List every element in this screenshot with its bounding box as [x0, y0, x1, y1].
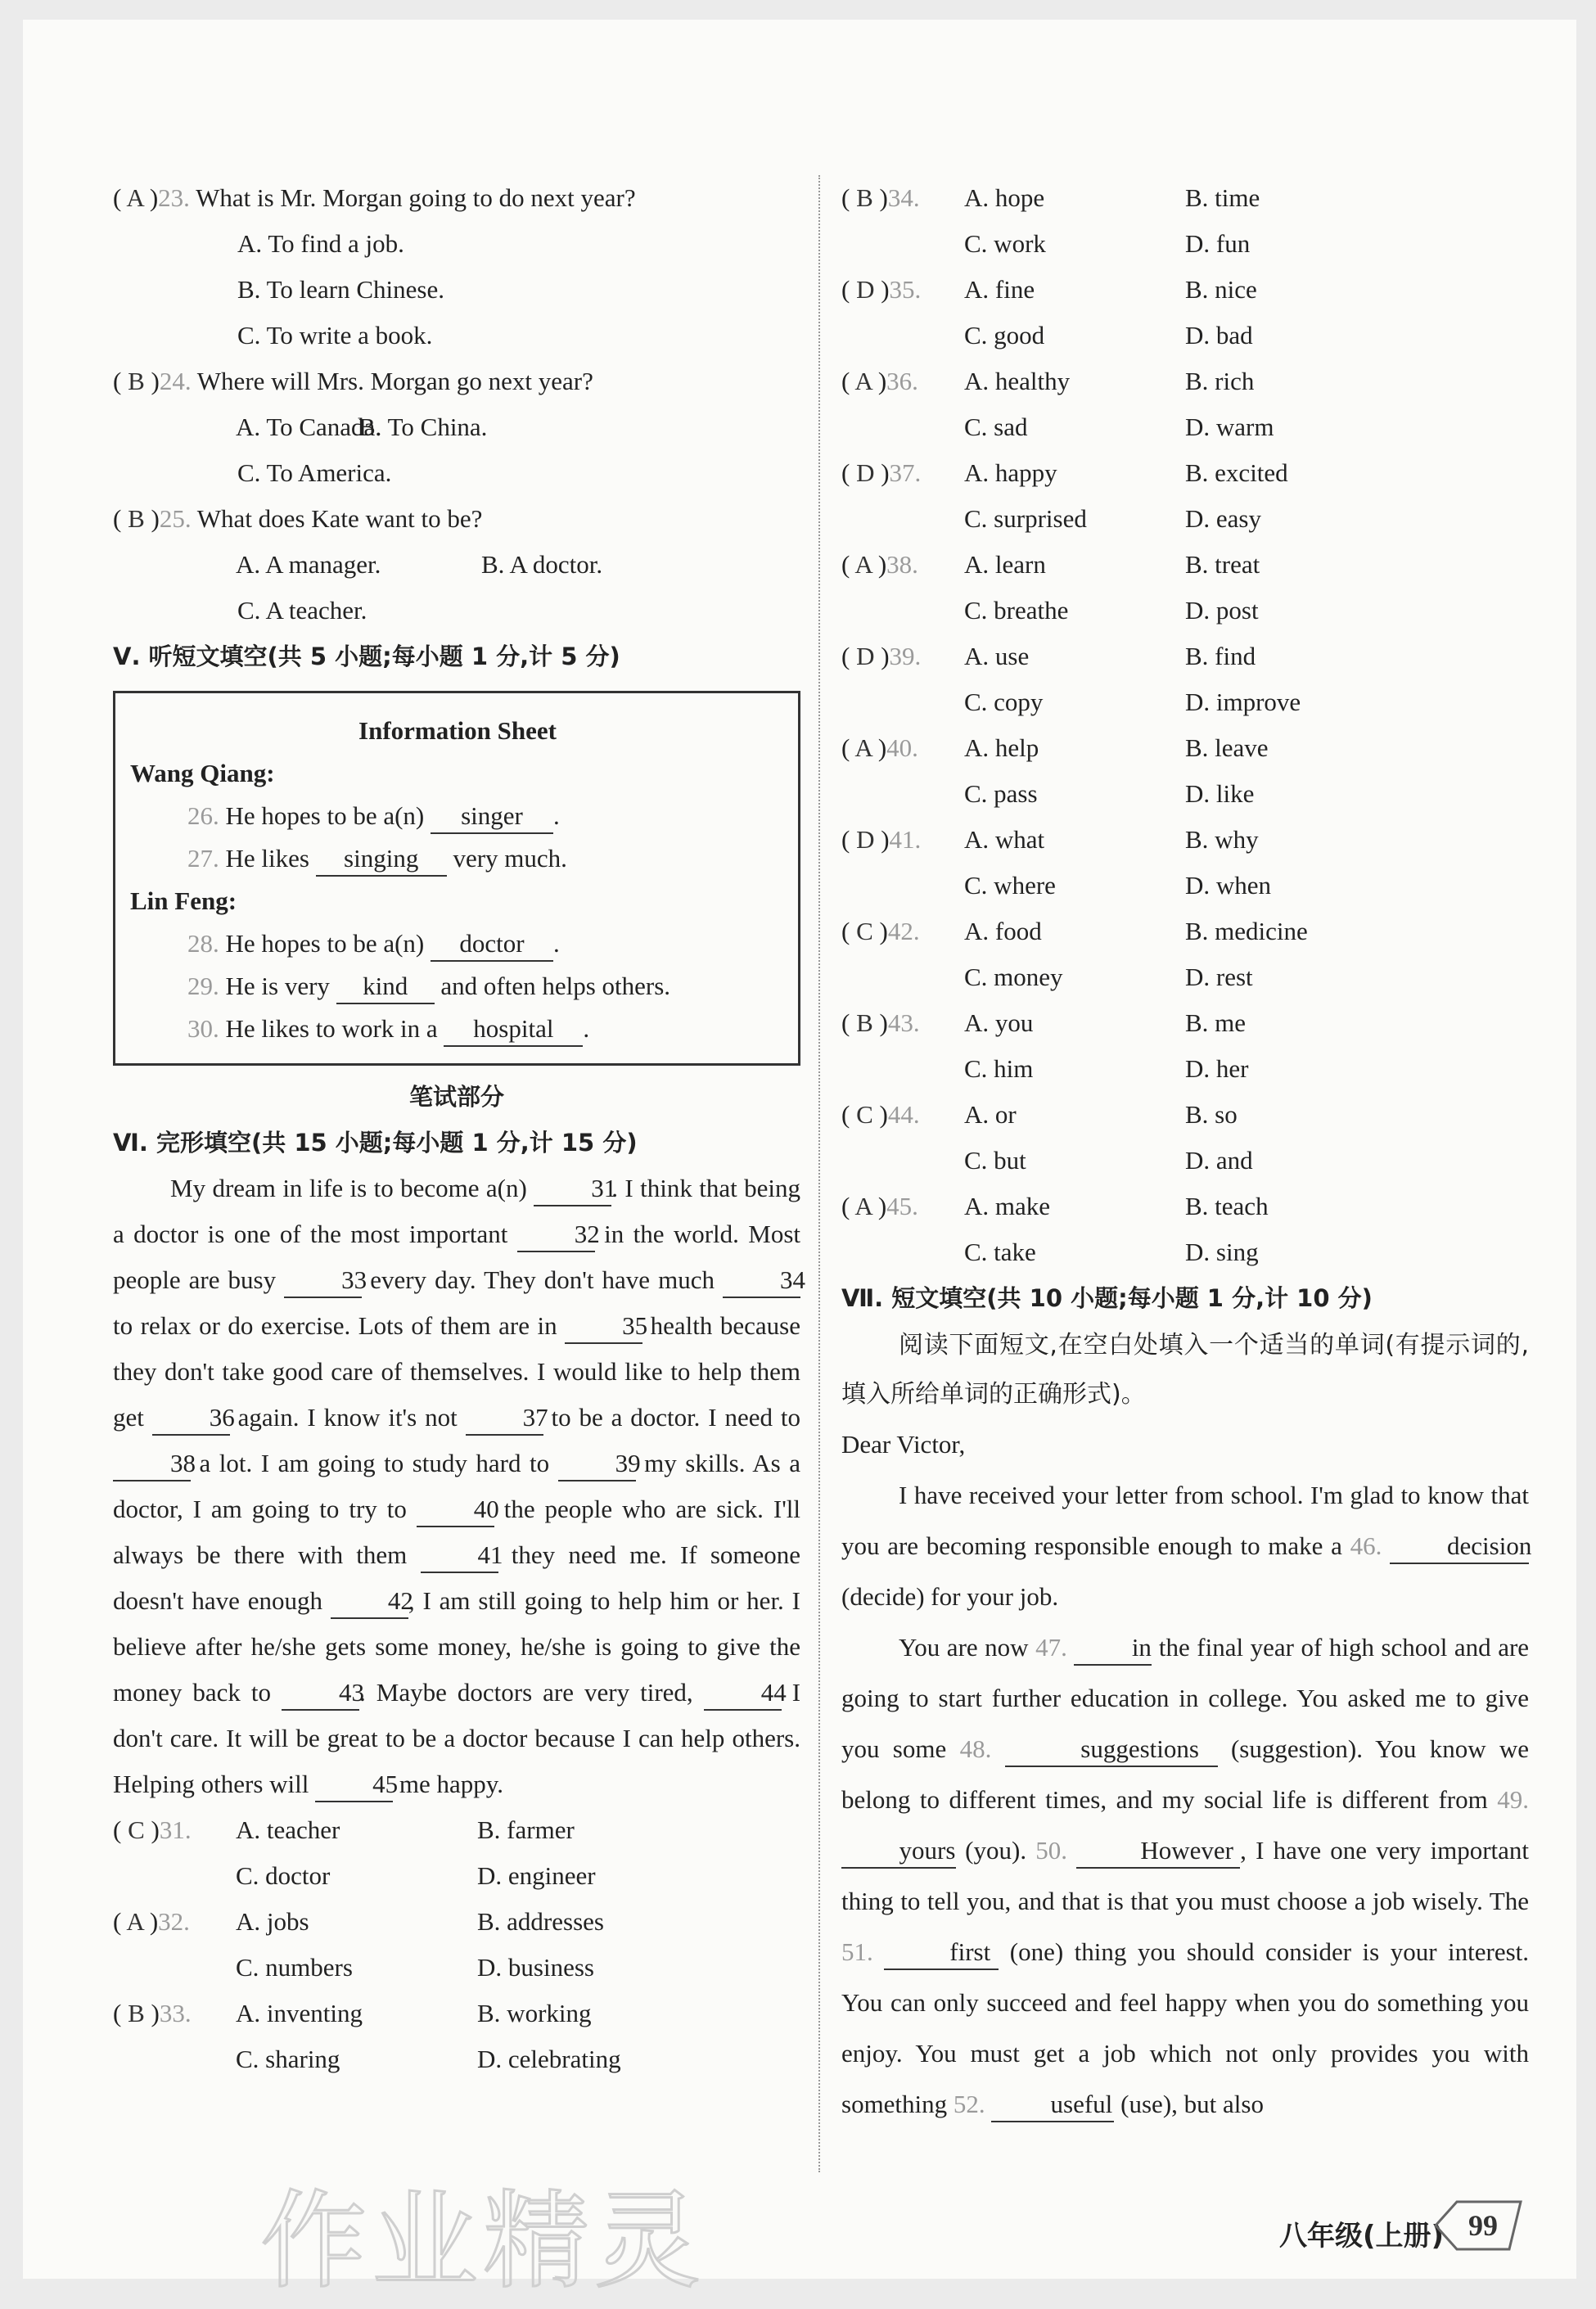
written-part-title: 笔试部分	[408, 1083, 504, 1111]
section-5-title: Ⅴ. 听短文填空(共 5 小题;每小题 1 分,计 5 分)	[113, 643, 620, 670]
name-wang-qiang: Wang Qiang:	[130, 759, 275, 787]
qnum-33: 33.	[159, 1999, 192, 2027]
option-32d: D. business	[477, 1953, 594, 1982]
option-b: B. leave	[1185, 733, 1269, 762]
qnum-23: 23.	[158, 183, 190, 212]
letter-blank-46: decision	[1390, 1530, 1529, 1564]
letter-num-49: 49.	[1497, 1785, 1529, 1814]
answer: C	[856, 1100, 873, 1129]
cloze-seg-12: they need me. If someone doesn't have enough	[113, 1540, 801, 1615]
option-a: A. healthy	[964, 367, 1071, 395]
cloze-blank-39: 39	[558, 1447, 636, 1481]
letter-seg-2b: the final year of high school and are going to start further education in college. You asked me to give you some	[841, 1633, 1530, 1763]
option-33c: C. sharing	[236, 2045, 340, 2073]
info-blank-27: singing	[316, 842, 447, 877]
question-38-cd	[841, 588, 1529, 634]
option-b: B. nice	[1185, 275, 1257, 304]
info-num-29: 29.	[187, 972, 219, 1000]
option-c: C. him	[964, 1054, 1034, 1083]
question-38: ( A )38. A. learn B. treat	[841, 542, 1529, 588]
cloze-seg-2: . I think that being a doctor is one of the most important	[113, 1174, 801, 1248]
answer: C	[856, 917, 873, 945]
option-b: B. rich	[1185, 367, 1255, 395]
question-33-cd	[113, 2036, 800, 2082]
answer: D	[856, 275, 875, 304]
answer: B	[856, 1008, 873, 1037]
question-23: ( A )23. What is Mr. Morgan going to do next year?	[113, 183, 636, 212]
option-c: C. good	[964, 321, 1045, 350]
question-34: ( B )34. A. hope B. time	[841, 175, 1529, 221]
cloze-seg-7: again. I know it's not	[237, 1403, 458, 1432]
cloze-seg-9: a lot. I am going to study hard to	[199, 1449, 550, 1477]
cloze-seg-3: in the world. Most people are busy	[113, 1220, 800, 1294]
question-45-cd	[841, 1229, 1529, 1275]
cloze-seg-13: , I am still going to help him or her. I believe after he/she gets some money, he/she is going to give the money back to	[113, 1586, 800, 1707]
qnum: 43.	[887, 1008, 920, 1037]
answer-33: B	[128, 1999, 145, 2027]
option-25c: C. A teacher.	[237, 596, 367, 625]
answer-31: C	[128, 1815, 145, 1844]
cloze-seg-1: My dream in life is to become a(n)	[170, 1174, 527, 1202]
option-b: B. teach	[1185, 1192, 1269, 1220]
qnum-24: 24.	[159, 367, 192, 395]
info-num-27: 27.	[187, 844, 219, 873]
column-divider	[818, 175, 820, 2172]
qnum-25: 25.	[159, 504, 192, 533]
option-a: A. fine	[964, 275, 1035, 304]
instructions-text: 阅读下面短文,在空白处填入一个适当的单词(有提示词的,填入所给单词的正确形式)。	[841, 1331, 1529, 1409]
info-line-26	[130, 795, 785, 837]
mc-list	[841, 175, 1529, 1275]
left-column	[113, 175, 806, 2082]
question-39: ( D )39. A. use B. find	[841, 634, 1529, 679]
cloze-seg-8: to be a doctor. I need to	[551, 1403, 801, 1432]
question-text-25: What does Kate want to be?	[196, 504, 483, 533]
letter-seg-2f: (one) thing you should consider is your interest. You can only succeed and feel happy when you do something you enjoy. You must get a job which not only provides you with something	[841, 1937, 1530, 2118]
info-blank-29: kind	[336, 970, 435, 1004]
option-23a: A. To find a job.	[237, 229, 404, 258]
letter-num-52: 52.	[953, 2090, 985, 2118]
section-7-instructions	[841, 1321, 1529, 1419]
letter-greeting: Dear Victor,	[841, 1430, 966, 1459]
cloze-seg-4: every day. They don't have much	[370, 1265, 715, 1294]
answer: B	[856, 183, 873, 212]
info-num-28: 28.	[187, 929, 219, 958]
question-text-24: Where will Mrs. Morgan go next year?	[196, 367, 593, 395]
option-c: C. work	[964, 229, 1046, 258]
cloze-blank-42: 42	[331, 1585, 408, 1619]
letter-blank-52: useful	[991, 2088, 1114, 2122]
info-blank-28: doctor	[431, 927, 553, 962]
option-d: D. easy	[1185, 504, 1261, 533]
cloze-blank-35: 35	[565, 1310, 642, 1344]
answer: A	[854, 1192, 872, 1220]
cloze-seg-6: health because they don't take good care of themselves. I would like to help them get	[113, 1311, 801, 1432]
letter-num-51: 51.	[841, 1937, 873, 1966]
option-31b: B. farmer	[477, 1815, 575, 1844]
option-33b: B. working	[477, 1999, 592, 2027]
option-a: A. use	[964, 642, 1030, 670]
option-a: A. happy	[964, 458, 1057, 487]
info-num-26: 26.	[187, 801, 219, 830]
qnum: 37.	[889, 458, 922, 487]
cloze-blank-31: 31	[534, 1172, 611, 1206]
cloze-seg-16: me happy.	[399, 1770, 503, 1798]
section-6-title: Ⅵ. 完形填空(共 15 小题;每小题 1 分,计 15 分)	[113, 1129, 638, 1157]
question-36: ( A )36. A. healthy B. rich	[841, 359, 1529, 404]
letter-seg-2c: (suggestion). You know we belong to different times, and my social life is different from	[841, 1734, 1530, 1814]
letter	[841, 1419, 1532, 2130]
info-line-29	[130, 965, 785, 1008]
question-35: ( D )35. A. fine B. nice	[841, 267, 1529, 313]
option-d: D. sing	[1185, 1238, 1259, 1266]
name-lin-feng: Lin Feng:	[130, 886, 237, 915]
worksheet-page	[23, 20, 1576, 2303]
option-b: B. medicine	[1185, 917, 1308, 945]
letter-blank-50: However	[1076, 1834, 1240, 1869]
question-44-cd	[841, 1138, 1529, 1184]
question-34-cd	[841, 221, 1529, 267]
cloze-seg-5: to relax or do exercise. Lots of them are in	[113, 1311, 557, 1340]
option-d: D. and	[1185, 1146, 1253, 1175]
option-b: B. find	[1185, 642, 1256, 670]
cloze-seg-14: . Maybe doctors are very tired,	[359, 1678, 693, 1707]
option-a: A. hope	[964, 183, 1045, 212]
question-41: ( D )41. A. what B. why	[841, 817, 1529, 863]
option-23c: C. To write a book.	[237, 321, 433, 350]
question-45: ( A )45. A. make B. teach	[841, 1184, 1529, 1229]
grade-label: 八年级(上册)	[1279, 2220, 1445, 2253]
option-c: C. breathe	[964, 596, 1069, 625]
option-b: B. treat	[1185, 550, 1260, 579]
qnum: 42.	[887, 917, 920, 945]
option-33a: A. inventing	[236, 1999, 363, 2027]
info-blank-30: hospital	[444, 1012, 583, 1047]
answer-32: A	[126, 1907, 144, 1936]
info-post-30: .	[583, 1014, 590, 1043]
cloze-blank-37: 37	[466, 1401, 543, 1436]
letter-blank-49: yours	[841, 1834, 956, 1869]
option-c: C. but	[964, 1146, 1026, 1175]
answer: A	[854, 550, 872, 579]
question-32-cd	[113, 1945, 800, 1991]
option-d: D. fun	[1185, 229, 1251, 258]
option-c: C. surprised	[964, 504, 1087, 533]
info-pre-27: He likes	[225, 844, 309, 873]
qnum: 45.	[886, 1192, 918, 1220]
option-b: B. time	[1185, 183, 1260, 212]
option-b: B. excited	[1185, 458, 1288, 487]
info-post-29: and often helps others.	[440, 972, 671, 1000]
letter-blank-51: first	[884, 1936, 999, 1970]
question-36-cd	[841, 404, 1529, 450]
qnum: 38.	[886, 550, 918, 579]
letter-seg-2d: (you).	[965, 1836, 1027, 1865]
option-24c: C. To America.	[237, 458, 392, 487]
question-33: ( B )33. A. inventing B. working	[113, 1991, 800, 2036]
option-31d: D. engineer	[477, 1861, 596, 1890]
question-40-cd	[841, 771, 1529, 817]
page-number-badge	[1429, 2197, 1527, 2254]
letter-seg-1a: I have received your letter from school. I'm glad to know that you are becoming responsible enough to make a	[841, 1481, 1529, 1560]
answer: D	[856, 825, 875, 854]
cloze-blank-41: 41	[421, 1539, 498, 1573]
answer: A	[854, 733, 872, 762]
cloze-blank-45: 45	[315, 1768, 393, 1802]
option-23b: B. To learn Chinese.	[237, 275, 444, 304]
option-33d: D. celebrating	[477, 2045, 621, 2073]
question-24: ( B )24. Where will Mrs. Morgan go next year?	[113, 367, 593, 395]
info-post-27: very much.	[453, 844, 567, 873]
letter-num-46: 46.	[1350, 1531, 1382, 1560]
question-37: ( D )37. A. happy B. excited	[841, 450, 1529, 496]
qnum: 36.	[886, 367, 918, 395]
options-24ab	[113, 404, 800, 450]
option-a: A. or	[964, 1100, 1017, 1129]
option-c: C. copy	[964, 688, 1044, 716]
option-c: C. sad	[964, 413, 1028, 441]
option-a: A. food	[964, 917, 1042, 945]
info-pre-28: He hopes to be a(n)	[225, 929, 425, 958]
qnum-32: 32.	[158, 1907, 190, 1936]
option-25b: B. A doctor.	[481, 550, 603, 579]
answer-24: B	[128, 367, 145, 395]
qnum: 40.	[886, 733, 918, 762]
info-blank-26: singer	[431, 800, 553, 834]
cloze-blank-38: 38	[113, 1447, 191, 1481]
option-c: C. money	[964, 963, 1063, 991]
watermark: 作业精灵	[260, 2179, 706, 2303]
cloze-blank-44: 44	[704, 1676, 782, 1711]
option-b: B. so	[1185, 1100, 1238, 1129]
qnum: 35.	[889, 275, 922, 304]
question-44: ( C )44. A. or B. so	[841, 1092, 1529, 1138]
section-7-title: Ⅶ. 短文填空(共 10 小题;每小题 1 分,计 10 分)	[841, 1284, 1373, 1312]
question-40: ( A )40. A. help B. leave	[841, 725, 1529, 771]
option-d: D. improve	[1185, 688, 1301, 716]
option-d: D. when	[1185, 871, 1272, 900]
question-42: ( C )42. A. food B. medicine	[841, 909, 1529, 954]
info-num-30: 30.	[187, 1014, 219, 1043]
info-post-28: .	[553, 929, 560, 958]
option-a: A. help	[964, 733, 1039, 762]
option-d: D. her	[1185, 1054, 1249, 1083]
question-39-cd	[841, 679, 1529, 725]
option-c: C. pass	[964, 779, 1038, 808]
letter-seg-2e: , I have one very important thing to tell you, and that is that you must choose a job wisely. The	[841, 1836, 1529, 1915]
letter-seg-2a: You are now	[899, 1633, 1029, 1662]
qnum: 44.	[887, 1100, 920, 1129]
question-31: ( C )31. A. teacher B. farmer	[113, 1807, 800, 1853]
question-text-23: What is Mr. Morgan going to do next year?	[196, 183, 636, 212]
info-line-27	[130, 837, 785, 880]
option-a: A. you	[964, 1008, 1034, 1037]
options-25ab	[113, 542, 800, 588]
question-37-cd	[841, 496, 1529, 542]
qnum: 39.	[889, 642, 922, 670]
answer: A	[854, 367, 872, 395]
option-d: D. like	[1185, 779, 1255, 808]
info-pre-30: He likes to work in a	[225, 1014, 438, 1043]
question-31-cd	[113, 1853, 800, 1899]
option-a: A. what	[964, 825, 1045, 854]
option-c: C. take	[964, 1238, 1036, 1266]
option-24a: A. To Canada.	[236, 413, 382, 441]
option-d: D. rest	[1185, 963, 1253, 991]
info-pre-26: He hopes to be a(n)	[225, 801, 425, 830]
question-43-cd	[841, 1046, 1529, 1092]
option-32c: C. numbers	[236, 1953, 353, 1982]
cloze-seg-10: my skills. As a doctor, I am going to try to	[113, 1449, 801, 1523]
question-35-cd	[841, 313, 1529, 359]
qnum: 34.	[887, 183, 920, 212]
option-b: B. why	[1185, 825, 1259, 854]
question-42-cd	[841, 954, 1529, 1000]
info-line-30	[130, 1008, 785, 1050]
option-32b: B. addresses	[477, 1907, 604, 1936]
option-d: D. warm	[1185, 413, 1274, 441]
cloze-blank-36: 36	[152, 1401, 230, 1436]
question-32: ( A )32. A. jobs B. addresses	[113, 1899, 800, 1945]
cloze-passage	[113, 1166, 806, 1807]
letter-blank-48: suggestions	[1005, 1733, 1218, 1767]
letter-seg-2g: (use), but also	[1120, 2090, 1264, 2118]
option-31c: C. doctor	[236, 1861, 331, 1890]
option-d: D. bad	[1185, 321, 1253, 350]
cloze-seg-11: the people who are sick. I'll always be there with them	[113, 1495, 800, 1569]
cloze-blank-32: 32	[517, 1218, 595, 1252]
option-c: C. where	[964, 871, 1056, 900]
letter-seg-1b: (decide) for your job.	[841, 1582, 1059, 1611]
cloze-blank-34: 34	[723, 1264, 800, 1298]
info-post-26: .	[553, 801, 560, 830]
question-43: ( B )43. A. you B. me	[841, 1000, 1529, 1046]
answer: D	[856, 458, 875, 487]
question-41-cd	[841, 863, 1529, 909]
answer-23: A	[126, 183, 144, 212]
option-a: A. make	[964, 1192, 1051, 1220]
page-number: 99	[1468, 2209, 1498, 2242]
letter-num-50: 50.	[1035, 1836, 1067, 1865]
cloze-blank-40: 40	[417, 1493, 494, 1527]
option-d: D. post	[1185, 596, 1259, 625]
cloze-seg-15: I don't care. It will be great to be a doctor because I can help others. Helping others will	[113, 1678, 801, 1798]
qnum: 41.	[889, 825, 922, 854]
letter-num-47: 47.	[1035, 1633, 1067, 1662]
information-sheet	[113, 691, 800, 1066]
qnum-31: 31.	[159, 1815, 192, 1844]
letter-blank-47: in	[1074, 1631, 1152, 1666]
letter-num-48: 48.	[959, 1734, 992, 1763]
right-column	[841, 175, 1532, 2130]
option-25a: A. A manager.	[236, 550, 381, 579]
option-24b: B. To China.	[358, 413, 488, 441]
cloze-blank-43: 43	[282, 1676, 359, 1711]
answer-25: B	[128, 504, 145, 533]
option-b: B. me	[1185, 1008, 1247, 1037]
info-sheet-title: Information Sheet	[358, 716, 557, 745]
option-32a: A. jobs	[236, 1907, 309, 1936]
cloze-blank-33: 33	[284, 1264, 362, 1298]
info-pre-29: He is very	[225, 972, 330, 1000]
option-31a: A. teacher	[236, 1815, 340, 1844]
question-25: ( B )25. What does Kate want to be?	[113, 504, 483, 533]
info-line-28	[130, 922, 785, 965]
option-a: A. learn	[964, 550, 1046, 579]
answer: D	[856, 642, 875, 670]
